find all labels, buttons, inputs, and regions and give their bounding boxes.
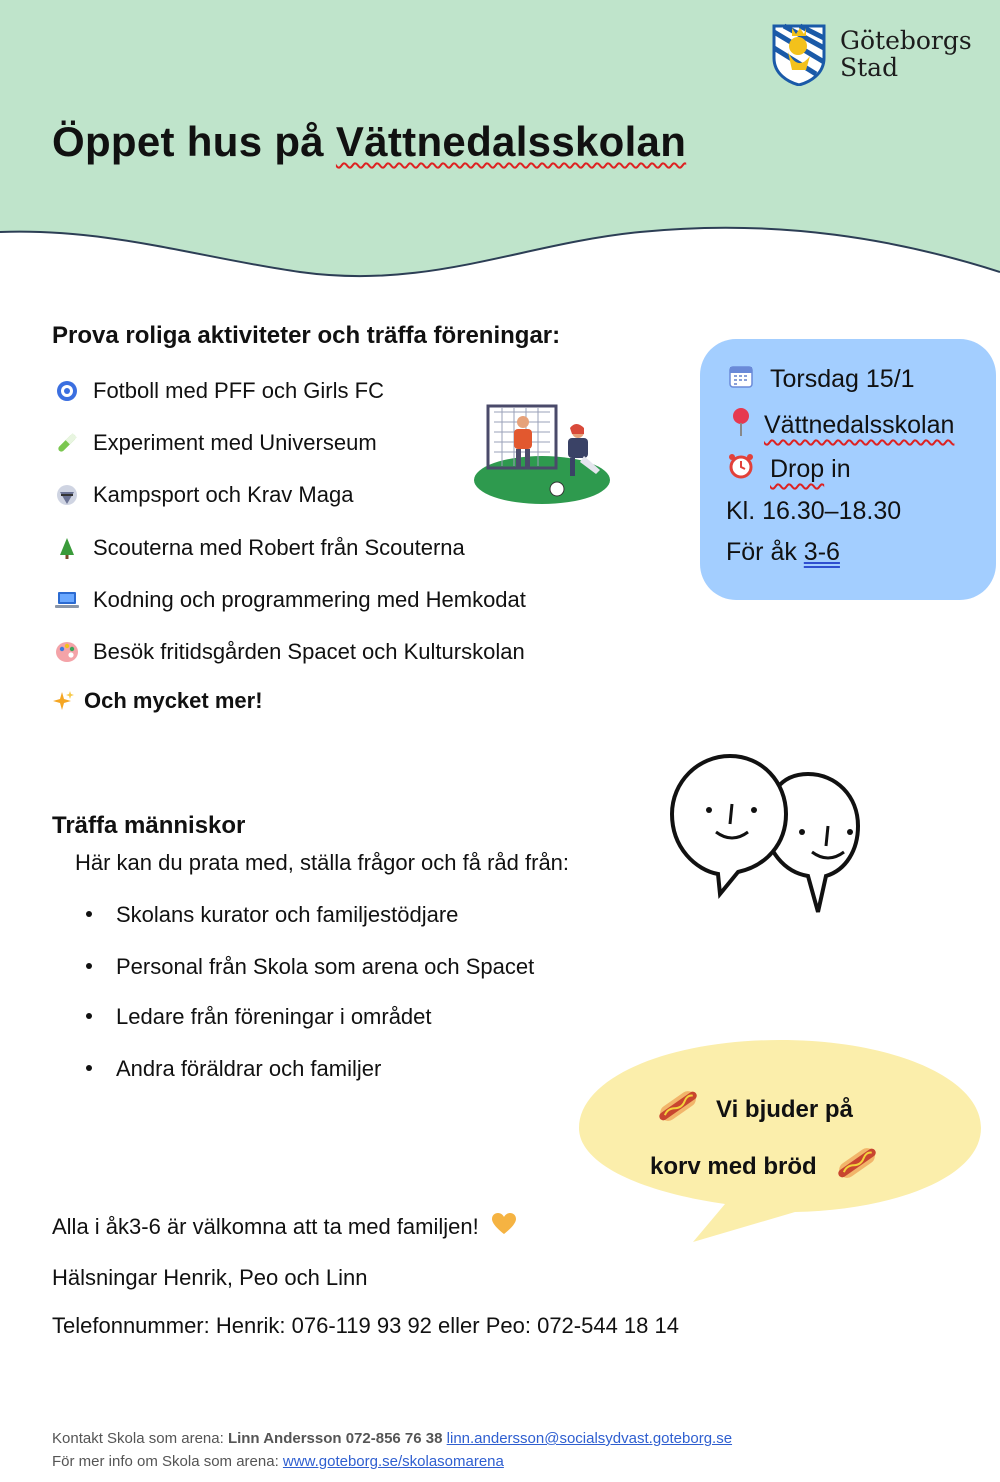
meet-intro: Här kan du prata med, ställa frågor och få råd från:	[75, 850, 570, 875]
info-grade-value: 3-6	[803, 538, 840, 566]
coat-of-arms-icon	[770, 22, 828, 86]
activity-more	[52, 688, 263, 714]
page-title	[52, 118, 686, 166]
info-place-text: Vättnedalsskolan	[764, 411, 955, 439]
footer-more-label: För mer info om Skola som arena:	[52, 1453, 283, 1470]
closing-welcome-text: Alla i åk3-6 är välkomna att ta med familjen!	[52, 1214, 479, 1239]
food-line-1-text: Vi bjuder på	[716, 1095, 853, 1123]
heart-icon	[491, 1212, 517, 1242]
meet-list-item: Ledare från föreningar i området	[86, 1004, 432, 1030]
hotdog-icon	[835, 1143, 879, 1190]
info-grade	[726, 538, 840, 567]
info-grade-prefix: För åk	[726, 538, 804, 566]
laptop-icon	[55, 588, 79, 612]
activity-label: Kampsport och Krav Maga	[93, 482, 354, 507]
activity-item	[55, 430, 377, 456]
logo-line-2: Stad	[840, 53, 899, 82]
event-info-box	[700, 339, 996, 600]
tree-icon	[55, 536, 79, 560]
footer-website-link[interactable]: www.goteborg.se/skolasomarena	[282, 1453, 504, 1470]
activity-item	[55, 378, 384, 404]
meet-heading: Träffa människor	[52, 812, 246, 839]
activity-item	[55, 639, 525, 665]
activity-label: Experiment med Universeum	[93, 430, 377, 455]
title-school: Vättnedalsskolan	[335, 118, 687, 165]
hotdog-icon	[656, 1086, 700, 1133]
info-time: Kl. 16.30–18.30	[726, 497, 902, 525]
alarm-clock-icon	[726, 452, 756, 487]
food-line-1	[656, 1086, 853, 1133]
test-tube-icon	[55, 431, 79, 455]
meet-list-item: Personal från Skola som arena och Spacet	[86, 954, 534, 980]
footer-contact-name: Linn Andersson 072-856 76 38	[227, 1430, 443, 1447]
footer-contact-label: Kontakt Skola som arena:	[52, 1430, 228, 1447]
title-prefix: Öppet hus på	[52, 118, 336, 165]
logo-line-1: Göteborgs	[840, 26, 972, 55]
footer-email-link[interactable]: linn.andersson@socialsydvast.goteborg.se	[446, 1430, 733, 1447]
closing-welcome	[52, 1212, 517, 1242]
activity-item	[55, 535, 465, 561]
meet-list-item: Andra föräldrar och familjer	[86, 1056, 381, 1082]
activity-label: Scouterna med Robert från Scouterna	[93, 535, 465, 560]
info-drop-word: Drop	[770, 455, 825, 483]
activities-heading: Prova roliga aktiviteter och träffa föreningar:	[52, 322, 561, 349]
info-date-text: Torsdag 15/1	[770, 365, 915, 393]
activity-item	[55, 482, 353, 508]
closing-greeting: Hälsningar Henrik, Peo och Linn	[52, 1265, 368, 1290]
activity-label: Kodning och programmering med Hemkodat	[93, 587, 526, 612]
talking-faces-illustration	[668, 752, 893, 920]
sparkles-icon	[52, 689, 76, 713]
food-line-2-text: korv med bröd	[650, 1152, 817, 1180]
activity-item	[55, 587, 526, 613]
pin-icon	[726, 407, 756, 444]
closing-phone: Telefonnummer: Henrik: 076-119 93 92 eller Peo: 072-544 18 14	[52, 1313, 679, 1338]
martial-arts-icon	[55, 483, 79, 507]
calendar-icon	[726, 363, 756, 396]
food-line-2	[650, 1143, 879, 1190]
activity-label: Fotboll med PFF och Girls FC	[93, 378, 384, 403]
activity-more-label: Och mycket mer!	[84, 688, 263, 713]
info-drop-in	[726, 452, 851, 487]
footer-contact	[52, 1430, 732, 1447]
footer-more-info	[52, 1453, 504, 1470]
info-place	[726, 407, 954, 444]
info-drop-rest: in	[824, 455, 851, 483]
soccer-illustration	[472, 402, 614, 506]
goteborgs-stad-logo	[770, 22, 972, 86]
palette-icon	[55, 640, 79, 664]
activity-label: Besök fritidsgården Spacet och Kulturskolan	[93, 639, 525, 664]
info-date	[726, 363, 915, 396]
meet-list-item: Skolans kurator och familjestödjare	[86, 902, 458, 928]
soccer-ball-icon	[55, 379, 79, 403]
